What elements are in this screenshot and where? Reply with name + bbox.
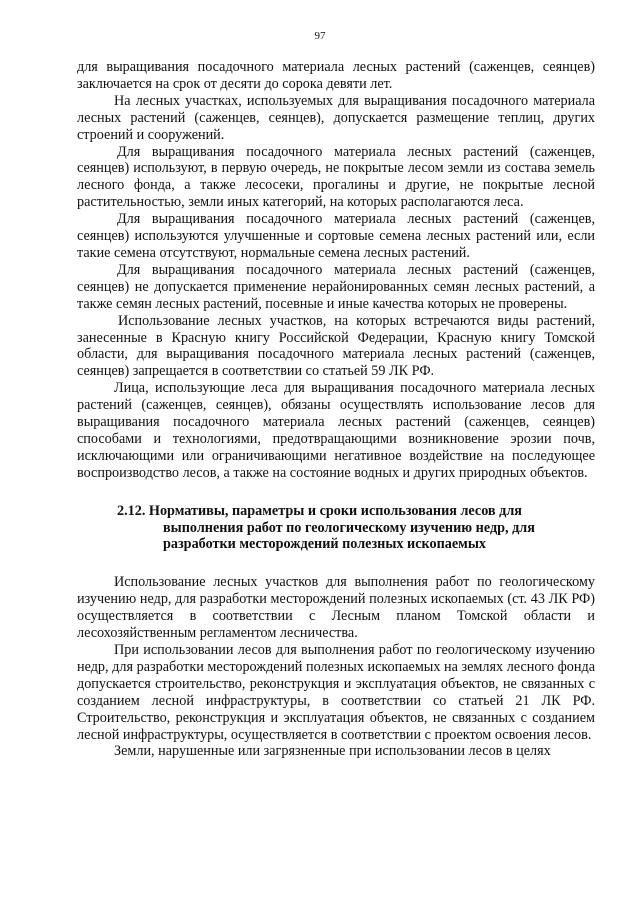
paragraph-construction: При использовании лесов для выполнения работ по геологическому изучению недр, для разработки месторождений полезных ископаемых на землях лесного фонда допускается строительство, реконструкция и эксплуатация объектов, не связанных с созданием лесной инфраструктуры, в соответствии со статьей 21 ЛК РФ. Строительство, реконструкция и эксплуатация объектов, не связанных с созданием лесной инфраструктуры, осуществляется в соответствии с проектом освоения лесов. xyxy=(77,642,595,743)
section-heading xyxy=(77,503,595,554)
paragraph-non-zoned-seeds: Для выращивания посадочного материала лесных растений (саженцев, сеянцев) не допускается применение нерайонированных семян лесных растений, а также семян лесных растений, посевные и иные качества которых не проверены. xyxy=(77,261,595,312)
page-number: 97 xyxy=(314,30,326,42)
section-title-line-3: разработки месторождений полезных ископаемых xyxy=(163,536,487,553)
section-title-line-2: выполнения работ по геологическому изучению недр, для xyxy=(163,519,535,536)
document-body xyxy=(77,59,595,760)
paragraph-land-use: Для выращивания посадочного материала лесных растений (саженцев, сеянцев) используют, в первую очередь, не покрытые лесом земли из состава земель лесного фонда, а также лесосеки, прогалины и другие, не покрытые лесной растительностью, земли иных категорий, на которых располагаются леса. xyxy=(77,143,595,211)
section-heading-line-1 xyxy=(117,503,595,520)
paragraph-red-book: Использование лесных участков, на которых встречаются виды растений, занесенные в Красную книгу Российской Федерации, Красную книгу Томской области, для выращивания посадочного материала лесных растений (саженцев, сеянцев) запрещается в соответствии со статьей 59 ЛК РФ. xyxy=(77,312,595,380)
paragraph-greenhouses: На лесных участках, используемых для выращивания посадочного материала лесных растений (саженцев, сеянцев), допускается размещение теплиц, других строений и сооружений. xyxy=(77,92,595,143)
paragraph-continuation: для выращивания посадочного материала лесных растений (саженцев, сеянцев) заключается на срок от десяти до сорока девяти лет. xyxy=(77,59,595,92)
paragraph-geology-use: Использование лесных участков для выполнения работ по геологическому изучению недр, для разработки месторождений полезных ископаемых (ст. 43 ЛК РФ) осуществляется в соответствии с Лесным планом Томской области и лесохозяйственным регламентом лесничества. xyxy=(77,574,595,642)
section-number: 2.12. xyxy=(117,502,146,519)
paragraph-improved-seeds: Для выращивания посадочного материала лесных растений (саженцев, сеянцев) используются улучшенные и сортовые семена лесных растений или, если такие семена отсутствуют, нормальные семена лесных растений. xyxy=(77,211,595,261)
paragraph-obligations: Лица, использующие леса для выращивания посадочного материала лесных растений (саженцев, сеянцев), обязаны осуществлять использование лесов для выращивания посадочного материала лесных растений (саженцев, сеянцев) способами и технологиями, предотвращающими возникновение эрозии почв, исключающими или ограничивающими негативное воздействие на последующее воспроизводство лесов, а также на состояние водных и других природных объектов. xyxy=(77,380,595,481)
paragraph-disturbed-lands: Земли, нарушенные или загрязненные при использовании лесов в целях xyxy=(114,743,551,760)
section-title-line-1: Нормативы, параметры и сроки использования лесов для xyxy=(148,502,522,519)
